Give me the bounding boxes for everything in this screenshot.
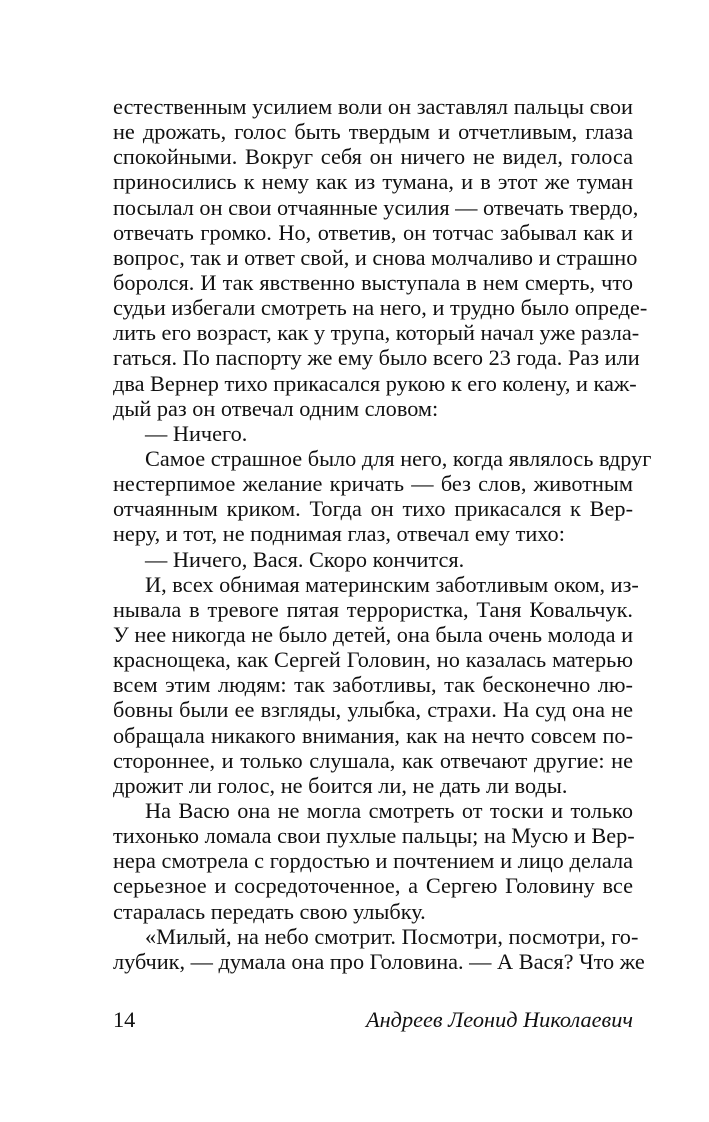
text-line: тихонько ломала свои пухлые пальцы; на Мусю и Вер-: [113, 823, 635, 849]
text-line: приносились к нему как из тумана, и в этот же туман: [113, 169, 633, 195]
text-line: — Ничего, Вася. Скоро кончится.: [145, 546, 465, 572]
text-line: отвечать громко. Но, ответив, он тотчас забывал как и: [113, 219, 633, 245]
text-line: обращала никакого внимания, как на нечто совсем по-: [113, 722, 633, 748]
text-line: серьезное и сосредоточенное, а Сергею Головину все: [113, 873, 633, 899]
text-line: посылал он свои отчаянные усилия — отвечать твердо,: [113, 194, 639, 220]
text-line: гаться. По паспорту же ему было всего 23 года. Раз или: [113, 345, 640, 371]
text-line: два Вернер тихо прикасался рукою к его колену, и каж-: [113, 370, 637, 396]
text-line: отчаянным криком. Тогда он тихо прикасался к Вер-: [113, 496, 633, 522]
text-line: дрожит ли голос, не боится ли, не дать ли воды.: [113, 772, 568, 798]
text-line: лубчик, — думала она про Головина. — А Вася? Что же: [113, 948, 645, 974]
text-line: вопрос, так и ответ свой, и снова молчаливо и страшно: [113, 244, 638, 270]
text-line: стороннее, и только слушала, как отвечают другие: не: [113, 747, 633, 773]
running-title: Андреев Леонид Николаевич: [366, 1007, 633, 1032]
page-footer: [113, 1006, 633, 1034]
text-line: нестерпимое желание кричать — без слов, животным: [113, 471, 633, 497]
text-line: нера смотрела с гордостью и почтением и лицо делала: [113, 848, 633, 874]
text-line: неру, и тот, не поднимая глаз, отвечал ему тихо:: [113, 521, 565, 547]
text-line: лить его возраст, как у трупа, который начал уже разла-: [113, 320, 640, 346]
text-line: И, всех обнимая материнским заботливым оком, из-: [145, 571, 639, 597]
page-number: 14: [113, 1007, 136, 1032]
text-line: судьи избегали смотреть на него, и трудно было опреде-: [113, 295, 648, 321]
text-line: дый раз он отвечал одним словом:: [113, 395, 439, 421]
body-text: [113, 94, 652, 974]
text-line: «Милый, на небо смотрит. Посмотри, посмотри, го-: [145, 923, 639, 949]
text-line: не дрожать, голос быть твердым и отчетливым, глаза: [113, 119, 633, 145]
text-line: На Васю она не могла смотреть от тоски и только: [145, 797, 633, 823]
text-line: У нее никогда не было детей, она была очень молода и: [113, 621, 633, 647]
text-line: нывала в тревоге пятая террористка, Таня Ковальчук.: [113, 596, 633, 622]
text-line: всем этим людям: так заботливы, так бесконечно лю-: [113, 672, 633, 698]
text-line: старалась передать свою улыбку.: [113, 898, 426, 924]
text-line: спокойными. Вокруг себя он ничего не видел, голоса: [113, 144, 633, 170]
text-line: боролся. И так явственно выступала в нем смерть, что: [113, 269, 633, 295]
text-line: бовны были ее взгляды, улыбка, страхи. На суд она не: [113, 697, 633, 723]
text-line: естественным усилием воли он заставлял пальцы свои: [113, 94, 633, 119]
text-line: — Ничего.: [145, 420, 248, 446]
text-line: Самое страшное было для него, когда являлось вдруг: [145, 445, 652, 471]
text-line: краснощека, как Сергей Головин, но казалась матерью: [113, 647, 633, 673]
